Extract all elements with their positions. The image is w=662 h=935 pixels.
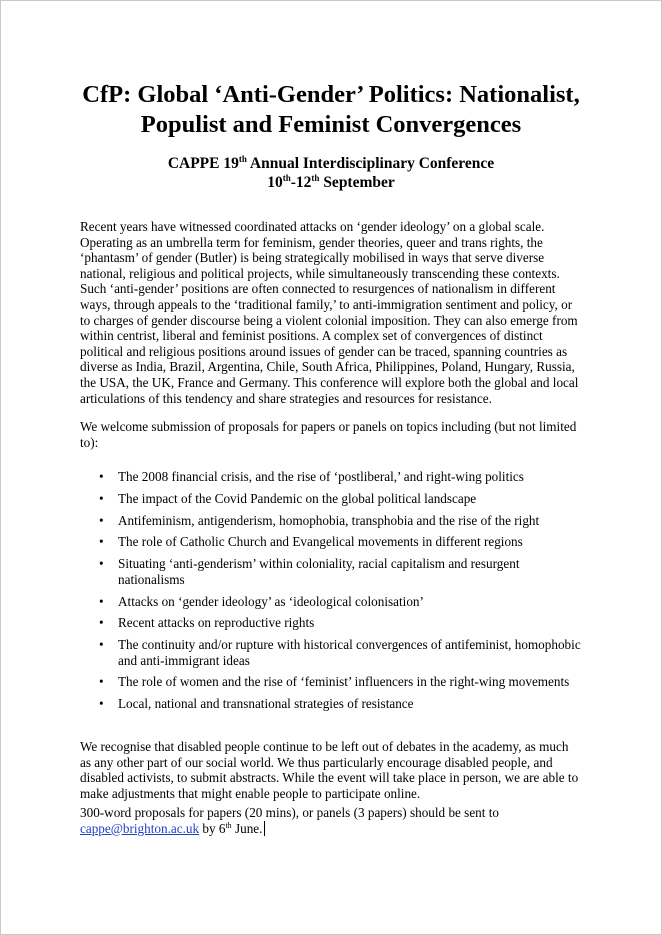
intro-paragraph: Recent years have witnessed coordinated attacks on ‘gender ideology’ on a global scale. Operating as an umbrella term for feminism, gender theories, queer and trans rights, the ‘phantasm’ of gender (Butler) is being strategically mobilised in ways that serve diverse national, religious and political projects, while simultaneously transcending these contexts. Such ‘anti-gender’ positions are often connected to resurgences of nationalism in different ways, through appeals to the ‘traditional family,’ to anti-immigration sentiment and policy, or to charges of gender discourse being a violent colonial imposition. They can also emerge from within centrist, liberal and feminist positions. A complex set of convergences of distinct political and religious positions around issues of gender can be traced, spanning countries as diverse as India, Brazil, Argentina, Chile, South Africa, Philippines, Poland, Hungary, Russia, the USA, the UK, France and Germany. This conference will explore both the global and local articulations of this tendency and share strategies and resources for resistance.: [80, 219, 579, 406]
bullet-icon: •: [99, 490, 104, 506]
bullet-icon: •: [99, 593, 104, 609]
dates-middle: -12: [290, 174, 312, 191]
dates-end-ordinal: th: [311, 173, 320, 183]
topic-item: [80, 637, 582, 668]
topic-item: [80, 556, 582, 587]
dates-suffix: September: [319, 174, 395, 191]
title-line-1: CfP: Global ‘Anti-Gender’ Politics: Nationalist,: [82, 81, 580, 108]
bullet-icon: •: [99, 469, 104, 484]
topic-text: Attacks on ‘gender ideology’ as ‘ideological colonisation’: [118, 593, 424, 609]
bullet-icon: •: [99, 556, 104, 572]
conference-info: [20, 154, 642, 192]
bullet-icon: •: [99, 534, 104, 550]
topic-item: [80, 594, 582, 610]
conference-name: [20, 154, 642, 173]
topic-text: The 2008 financial crisis, and the rise of ‘postliberal,’ and right-wing politics: [118, 469, 524, 484]
topic-item: [80, 469, 582, 485]
deadline-suffix: June.: [231, 820, 263, 836]
title-line-2: Populist and Feminist Convergences: [140, 111, 522, 138]
topic-text: Antifeminism, antigenderism, homophobia, transphobia and the rise of the right: [118, 512, 540, 528]
submission-text: 300-word proposals for papers (20 mins), or panels (3 papers) should be sent to: [80, 805, 499, 820]
bullet-icon: •: [99, 696, 104, 712]
conference-name-prefix: CAPPE 19: [167, 155, 239, 172]
deadline-ordinal: th: [225, 820, 232, 830]
deadline-prefix: by 6: [199, 820, 226, 836]
topic-text: Situating ‘anti-genderism’ within coloniality, racial capitalism and resurgent nationalisms: [118, 556, 520, 587]
topic-item: [80, 534, 582, 550]
topic-text: The continuity and/or rupture with historical convergences of antifeminist, homophobic and anti-immigrant ideas: [118, 637, 581, 668]
dates-start: 10: [267, 174, 283, 191]
conference-dates: [20, 173, 642, 192]
text-cursor: [264, 821, 265, 836]
document-title: [20, 80, 642, 140]
accessibility-paragraph: We recognise that disabled people continue to be left out of debates in the academy, as much as any other part of our social world. We thus particularly encourage disabled people, and disabled activists, to submit abstracts. While the event will take place in person, we are able to make adjustments that might enable people to participate online.: [80, 739, 579, 801]
topic-item: [80, 615, 582, 631]
topic-item: [80, 696, 582, 712]
welcome-paragraph: We welcome submission of proposals for papers or panels on topics including (but not limited to):: [80, 419, 577, 450]
submission-paragraph: [80, 805, 582, 836]
topic-text: Local, national and transnational strategies of resistance: [118, 696, 414, 712]
conference-ordinal: th: [238, 154, 247, 164]
bullet-icon: •: [99, 637, 104, 653]
bullet-icon: •: [99, 674, 104, 690]
topic-item: [80, 513, 582, 529]
topics-list: [80, 469, 582, 718]
topic-item: [80, 674, 582, 690]
bullet-icon: •: [99, 512, 104, 528]
topic-text: The impact of the Covid Pandemic on the global political landscape: [118, 490, 477, 506]
topic-text: Recent attacks on reproductive rights: [118, 615, 315, 631]
topic-text: The role of Catholic Church and Evangelical movements in different regions: [118, 534, 523, 550]
dates-start-ordinal: th: [282, 173, 291, 183]
topic-text: The role of women and the rise of ‘feminist’ influencers in the right-wing movements: [118, 674, 570, 690]
conference-name-suffix: Annual Interdisciplinary Conference: [246, 155, 495, 172]
topic-item: [80, 491, 582, 507]
email-link[interactable]: cappe@brighton.ac.uk: [80, 820, 200, 836]
bullet-icon: •: [99, 615, 104, 631]
